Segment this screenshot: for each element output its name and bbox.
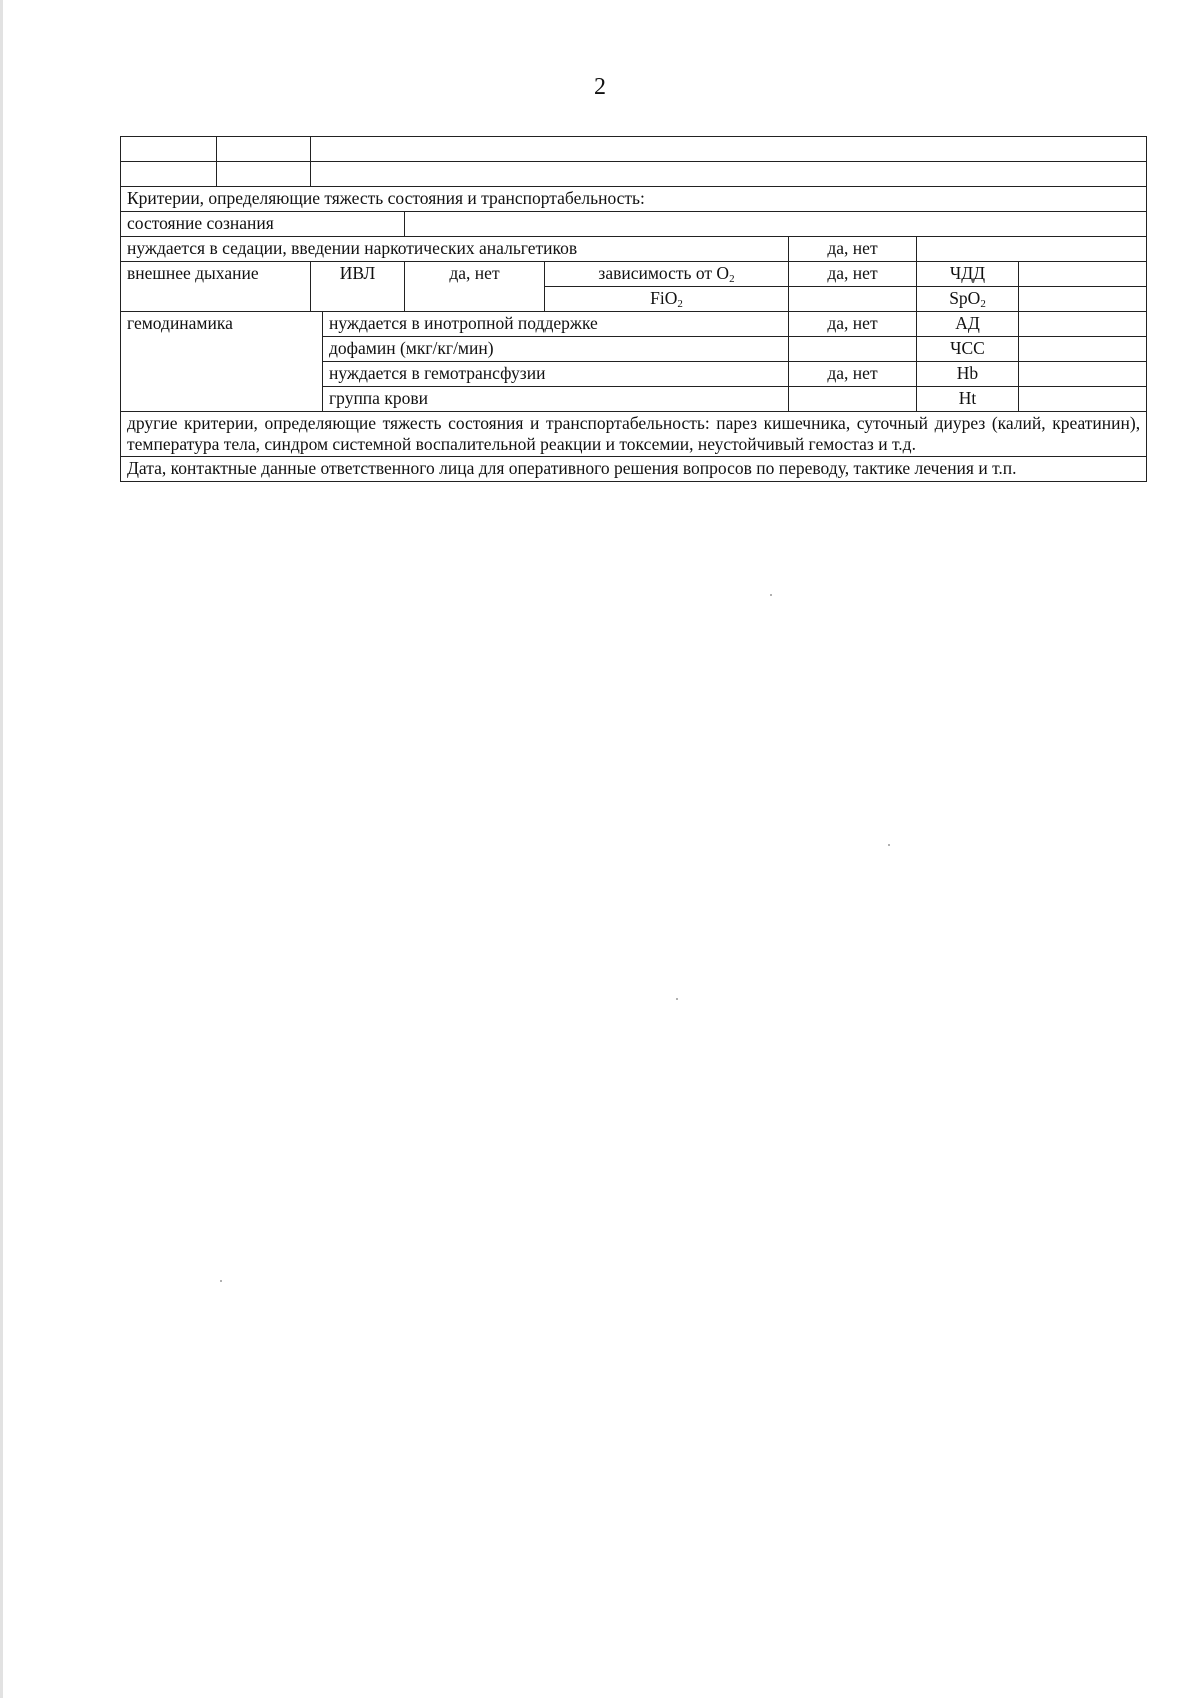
hb-label: Hb xyxy=(917,362,1019,387)
blank-row-1 xyxy=(121,137,1147,162)
consciousness-value[interactable] xyxy=(405,212,1147,237)
scan-speck xyxy=(220,1280,222,1282)
blank-cell[interactable] xyxy=(121,162,217,187)
fio2-value[interactable] xyxy=(789,287,917,312)
dopamine-label: дофамин (мкг/кг/мин) xyxy=(323,337,789,362)
blank-cell[interactable] xyxy=(311,162,1147,187)
consciousness-label: состояние сознания xyxy=(121,212,405,237)
transfusion-yes-no[interactable]: да, нет xyxy=(789,362,917,387)
inotropic-label: нуждается в инотропной поддержке xyxy=(323,312,789,337)
rr-label: ЧДД xyxy=(917,262,1019,287)
bp-label: АД xyxy=(917,312,1019,337)
inotropic-yes-no[interactable]: да, нет xyxy=(789,312,917,337)
other-criteria-text: другие критерии, определяющие тяжесть состояния и транспортабельность: парез кишечника, суточный диурез (калий, креатинин), температура тела, синдром системной воспалительной реакции и токсемии, неустойчивый гемостаз и т.д. xyxy=(121,412,1147,457)
hr-label: ЧСС xyxy=(917,337,1019,362)
blank-cell[interactable] xyxy=(311,137,1147,162)
o2-dependence-yes-no[interactable]: да, нет xyxy=(789,262,917,287)
hb-value[interactable] xyxy=(1019,362,1147,387)
rr-value[interactable] xyxy=(1019,262,1147,287)
sedation-value[interactable] xyxy=(917,237,1147,262)
ventilation-yes-no[interactable]: да, нет xyxy=(405,262,545,312)
criteria-heading: Критерии, определяющие тяжесть состояния и транспортабельность: xyxy=(121,187,1147,212)
dopamine-value[interactable] xyxy=(789,337,917,362)
transfusion-label: нуждается в гемотрансфузии xyxy=(323,362,789,387)
blank-cell[interactable] xyxy=(217,162,311,187)
sedation-label: нуждается в седации, введении наркотических анальгетиков xyxy=(121,237,789,262)
ht-label: Ht xyxy=(917,387,1019,412)
fio2-label: FiO$_2$ xyxy=(545,287,789,312)
scan-speck xyxy=(770,594,772,596)
hr-value[interactable] xyxy=(1019,337,1147,362)
contact-info-text: Дата, контактные данные ответственного лица для оперативного решения вопросов по переводу, тактике лечения и т.п. xyxy=(121,457,1147,482)
bp-value[interactable] xyxy=(1019,312,1147,337)
scan-speck xyxy=(888,844,890,846)
spo2-value[interactable] xyxy=(1019,287,1147,312)
patient-form-table xyxy=(120,136,1147,482)
scan-speck xyxy=(676,998,678,1000)
page-number: 2 xyxy=(594,74,606,100)
blank-cell[interactable] xyxy=(217,137,311,162)
blood-group-label: группа крови xyxy=(323,387,789,412)
blood-group-value[interactable] xyxy=(789,387,917,412)
spo2-label: SpO$_2$ xyxy=(917,287,1019,312)
blank-row-2 xyxy=(121,162,1147,187)
ht-value[interactable] xyxy=(1019,387,1147,412)
scan-edge xyxy=(0,0,3,1698)
hemodynamics-label: гемодинамика xyxy=(121,312,323,412)
breathing-label: внешнее дыхание xyxy=(121,262,311,312)
blank-cell[interactable] xyxy=(121,137,217,162)
o2-dependence-label: зависимость от $O_2$ xyxy=(545,262,789,287)
ventilation-label: ИВЛ xyxy=(311,262,405,312)
sedation-yes-no[interactable]: да, нет xyxy=(789,237,917,262)
